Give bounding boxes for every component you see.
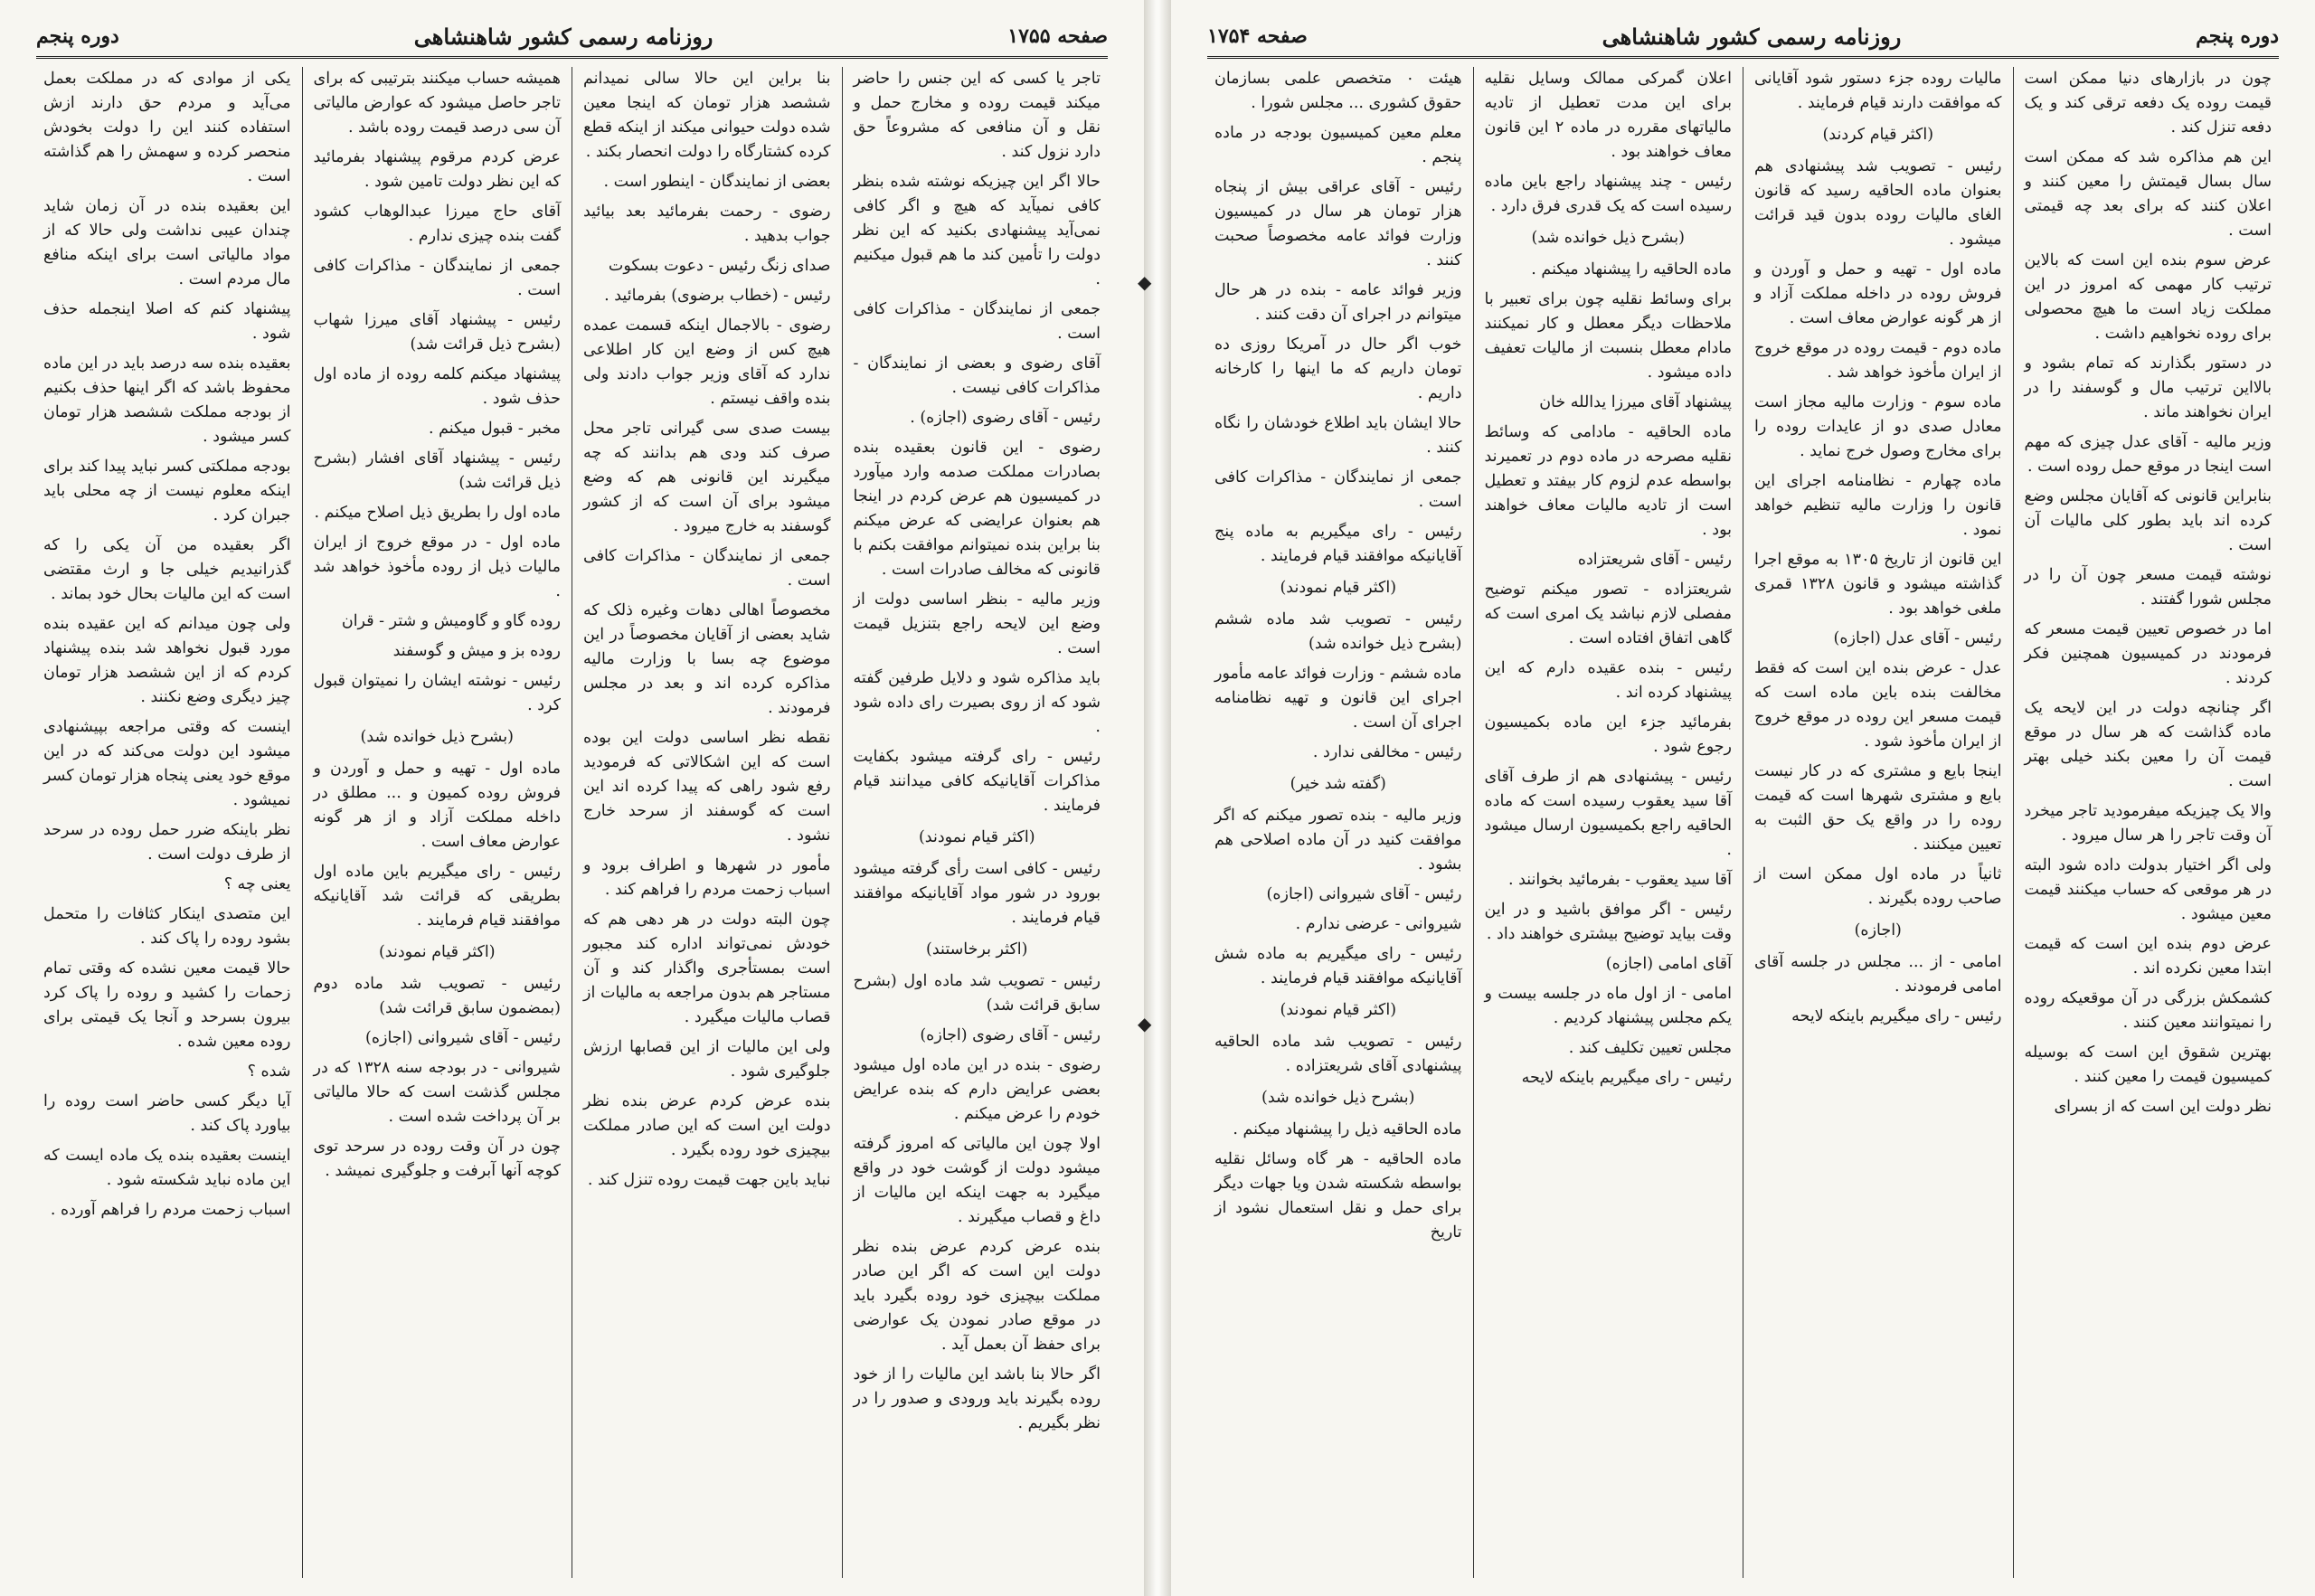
column-paragraph: ولی چون میدانم که این عقیده بنده مورد قبول نخواهد شد بنده پیشنهاد کردم که از این ششصد هزار تومان چیز دیگری وضع نکنند . xyxy=(43,615,291,706)
column-paragraph: نظر باینکه ضرر حمل روده در سرحد از طرف دولت است . xyxy=(43,821,291,864)
column-paragraph: رئیس - رای میگیریم باین ماده اول بطریقی که قرائت شد آقایانیکه موافقند قیام فرمایند . xyxy=(313,863,561,930)
column-paragraph: (بشرح ذیل خوانده شد) xyxy=(1261,1089,1415,1107)
column-paragraph: شیروانی - در بودجه سنه ۱۳۲۸ که در مجلس گذشت است که حالا مالیاتی بر آن پرداخت شده است . xyxy=(313,1059,561,1126)
column-paragraph: اگر چنانچه دولت در این لایحه یک ماده گذاشت که هر سال در موقع قیمت آن را معین بکند خیلی بهتر است . xyxy=(2024,699,2272,790)
column-paragraph: پیشنهاد آقای میرزا یدالله خان xyxy=(1539,393,1732,411)
column-paragraph: مخبر - قبول میکنم . xyxy=(429,420,561,438)
column-paragraph: چون در آن وقت روده در سرحد توی کوچه آنها آبرفت و جلوگیری نمیشد . xyxy=(313,1138,561,1180)
column-paragraph: عرض سوم بنده این است که بالاین ترتیب کار مهمی که امروز در این مملکت زیاد است ما هیچ محصولی برای روده نخواهیم داشت . xyxy=(2024,251,2272,343)
column-paragraph: وزیر مالیه - بنظر اساسی دولت از وضع این لایحه راجع بتنزیل قیمت است . xyxy=(853,590,1101,657)
text-column xyxy=(302,67,572,1578)
column-paragraph: نوشته قیمت مسعر چون آن را در مجلس شورا گفتند . xyxy=(2024,566,2272,609)
column-paragraph: بنده عرض کردم عرض بنده نظر دولت این است که اگر این صادر مملکت بیچیزی خود روده بگیرد باید در موقع صادر نمودن یک عوارضی برای حفظ آن بعمل آید . xyxy=(853,1238,1101,1354)
column-paragraph: رئیس - تصویب شد پیشنهادی هم بعنوان ماده الحاقیه رسید که قانون الغای مالیات روده بدون قید قرائت میشود . xyxy=(1754,157,2002,249)
column-paragraph: اینست که وقتی مراجعه بپیشنهادی میشود این دولت می‌کند که در این موقع خود یعنی پنجاه هزار تومان کسر نمیشود . xyxy=(43,718,291,809)
column-paragraph: چون در بازارهای دنیا ممکن است قیمت روده یک دفعه ترقی کند و یک دفعه تنزل کند . xyxy=(2024,70,2272,137)
column-paragraph: رئیس - اگر موافق باشید و در این وقت بیاید توضیح بیشتری خواهند داد . xyxy=(1484,901,1732,943)
column-paragraph: عدل - عرض بنده این است که فقط مخالفت بنده باین ماده است که قیمت مسعر این روده در موقع خروج از ایران مأخوذ شود . xyxy=(1754,659,2002,751)
left-page-edition: دوره پنجم xyxy=(36,24,119,48)
column-paragraph: رئیس - بنده عقیده دارم که این پیشنهاد کرده اند . xyxy=(1484,659,1732,702)
column-paragraph: رئیس - رای میگیریم باینکه لایحه xyxy=(1791,1007,2002,1025)
column-paragraph: نظر دولت این است که از بسرای xyxy=(2054,1098,2272,1116)
page-gutter xyxy=(1144,0,1171,1596)
column-paragraph: آقا سید یعقوب - بفرمائید بخوانند . xyxy=(1507,871,1732,889)
column-paragraph: حالا ایشان باید اطلاع خودشان را نگاه کنند . xyxy=(1214,414,1462,457)
column-paragraph: رئیس - آقای رضوی (اجازه) . xyxy=(910,409,1101,427)
column-paragraph: این بعقیده بنده در آن زمان شاید چندان عیبی نداشت ولی حالا که از مواد مالیاتی است برای اینکه منافع مال مردم است . xyxy=(43,197,291,288)
column-paragraph: رئیس - آقای شیروانی (اجازه) xyxy=(1266,885,1462,903)
column-paragraph: همیشه حساب میکنند بترتیبی که برای تاجر حاصل میشود که عوارض مالیاتی آن سی درصد قیمت روده باشد . xyxy=(313,70,561,137)
column-paragraph: رئیس - کافی است رأی گرفته میشود بورود در شور مواد آقایانیکه موافقند قیام فرمایند . xyxy=(853,860,1101,927)
column-paragraph: پیشنهاد میکنم کلمه روده از ماده اول حذف شود . xyxy=(313,365,561,408)
column-paragraph: نباید باین جهت قیمت روده تنزل کند . xyxy=(587,1171,831,1189)
column-paragraph: وزیر فوائد عامه - بنده در هر حال میتوانم در اجرای آن دقت کنند . xyxy=(1214,281,1462,324)
column-paragraph: اینجا بایع و مشتری که در کار نیست بایع و مشتری شهرها است که قیمت روده را در واقع یک حق الثبت به تعیین میکنند . xyxy=(1754,762,2002,854)
column-paragraph: نقطه نظر اساسی دولت این بوده است که این اشکالاتی که فرمودید رفع شود راهی که پیدا کرده اند این است که گوسفند از سرحد خارج نشود . xyxy=(583,729,831,845)
column-paragraph: جمعی از نمایندگان - مذاکرات کافی است . xyxy=(313,257,561,299)
column-paragraph: ماده چهارم - نظامنامه اجرای این قانون را وزارت مالیه تنظیم خواهد نمود . xyxy=(1754,472,2002,539)
column-paragraph: رئیس - پیشنهاد آقای افشار (بشرح ذیل قرائت شد) xyxy=(313,449,561,492)
column-paragraph: بفرمائید جزء این ماده بکمیسیون رجوع شود . xyxy=(1484,713,1732,756)
column-paragraph: رضوی - رحمت بفرمائید بعد بیائید جواب بدهید . xyxy=(583,203,831,245)
column-paragraph: آیا دیگر کسی حاضر است روده را بیاورد پاک کند . xyxy=(43,1092,291,1135)
column-paragraph: عرض کردم مرقوم پیشنهاد بفرمائید که این نظر دولت تامین شود . xyxy=(313,148,561,191)
column-paragraph: کشمکش بزرگی در آن موقعیکه روده را نمیتوانند معین کنند . xyxy=(2024,989,2272,1032)
text-column xyxy=(33,67,302,1578)
column-paragraph: ماده الحاقیه را پیشنهاد میکنم . xyxy=(1531,260,1732,279)
column-paragraph: حالا اگر این چیزیکه نوشته شده بنظر کافی نمیآید که هیچ و اگر کافی نمی‌آید پیشنهادی بکنید که این نظر دولت را تأمین کند ما هم قبول میکنیم . xyxy=(853,173,1101,288)
right-page-edition: دوره پنجم xyxy=(2196,24,2279,48)
column-paragraph: وزیر مالیه - آقای عدل چیزی که مهم است اینجا در موقع حمل روده است . xyxy=(2024,433,2272,476)
column-paragraph: ولی اگر اختیار بدولت داده شود البته در هر موقعی که حساب میکنند قیمت معین میشود . xyxy=(2024,856,2272,923)
column-paragraph: (گفته شد خیر) xyxy=(1290,775,1386,793)
column-paragraph: هیئت ۰ متخصص علمی بسازمان حقوق کشوری ... مجلس شورا . xyxy=(1214,70,1462,112)
right-page-title: روزنامه رسمی کشور شاهنشاهی xyxy=(1602,23,1902,50)
column-paragraph: اگر حالا بنا باشد این مالیات را از خود روده بگیرند باید ورودی و صدور را در نظر بگیریم . xyxy=(853,1365,1101,1432)
column-paragraph: برای وسائط نقلیه چون برای تعبیر با ملاحظات دیگر معطل و کار نمیکنند مادام معطل بنسبت از مالیات تعفیف داده میشود . xyxy=(1484,290,1732,382)
column-paragraph: رئیس - رای میگیریم به ماده پنج آقایانیکه موافقند قیام فرمایند . xyxy=(1214,523,1462,565)
spine-mark-upper: ◆ xyxy=(1138,271,1152,293)
column-paragraph: جمعی از نمایندگان - مذاکرات کافی است . xyxy=(1214,468,1462,511)
column-paragraph: رئیس - آقای شیروانی (اجازه) xyxy=(365,1029,561,1047)
right-page-columns xyxy=(1204,67,2282,1578)
column-paragraph: روده بز و میش و گوسفند xyxy=(392,642,561,660)
column-paragraph: رئیس - تصویب شد ماده اول (بشرح سابق قرائت شد) xyxy=(853,972,1101,1015)
column-paragraph: بنابراین قانونی که آقایان مجلس وضع کرده اند باید بطور کلی مالیات آن است . xyxy=(2024,487,2272,554)
column-paragraph: یکی از موادی که در مملکت بعمل می‌آید و مردم حق دارند ازش استفاده کنند این را دولت بخودش منحصر کرده و سهمش را هم گذاشته است . xyxy=(43,70,291,185)
column-paragraph: شده ؟ xyxy=(247,1062,291,1081)
column-paragraph: رئیس - آقای عراقی بیش از پنجاه هزار تومان هر سال در کمیسیون وزارت فوائد عامه مخصوصاً صحبت کنند . xyxy=(1214,178,1462,269)
column-paragraph: اگر بعقیده من آن یکی را که گذرانیدیم خیلی جا و ارث مقتضی است که این مالیات بحال خود بماند . xyxy=(43,536,291,603)
text-column xyxy=(1743,67,2013,1578)
column-paragraph: (اجازه) xyxy=(1854,921,1902,940)
column-paragraph: یعنی چه ؟ xyxy=(223,875,291,893)
left-page-number: صفحه ۱۷۵۵ xyxy=(1007,24,1108,48)
column-paragraph: (اکثر قیام نمودند) xyxy=(378,943,496,961)
column-paragraph: باید مذاکره شود و دلایل طرفین گفته شود که از روی بصیرت رای داده شود . xyxy=(853,669,1101,736)
column-paragraph: جمعی از نمایندگان - مذاکرات کافی است . xyxy=(853,300,1101,343)
text-column xyxy=(842,67,1112,1578)
right-page-header xyxy=(1207,16,2279,59)
column-paragraph: اولا چون این مالیاتی که امروز گرفته میشود دولت از گوشت خود در واقع میگیرد به جهت اینکه این مالیات از داغ و قصاب میگیرند . xyxy=(853,1135,1101,1226)
column-paragraph: (بشرح ذیل خوانده شد) xyxy=(1531,229,1685,247)
text-column xyxy=(2013,67,2283,1578)
column-paragraph: پیشنهاد کنم که اصلا اینجمله حذف شود . xyxy=(43,300,291,343)
column-paragraph: مجلس تعیین تکلیف کند . xyxy=(1568,1039,1732,1057)
column-paragraph: رضوی - بالاجمال اینکه قسمت عمده هیچ کس از وضع این کار اطلاعی ندارد که آقای وزیر جواب دادند ولی بنده واقف نیستم . xyxy=(583,316,831,408)
column-paragraph: رئیس - رای گرفته میشود بکفایت مذاکرات آقایانیکه کافی میدانند قیام فرمایند . xyxy=(853,748,1101,815)
column-paragraph: ماده سوم - وزارت مالیه مجاز است معادل صدی دو از عایدات روده را برای مخارج وصول خرج نماید . xyxy=(1754,393,2002,460)
column-paragraph: معلم معین کمیسیون بودجه در ماده پنجم . xyxy=(1214,124,1462,166)
right-page-number: صفحه ۱۷۵۴ xyxy=(1207,24,1308,48)
column-paragraph: رئیس - آقای شریعتزاده xyxy=(1577,551,1732,569)
column-paragraph: امامی - از ... مجلس در جلسه آقای امامی فرمودند . xyxy=(1754,953,2002,996)
column-paragraph: ولی این مالیات از این قصابها ارزش جلوگیری شود . xyxy=(583,1038,831,1081)
column-paragraph: ثانیاً در ماده اول ممکن است از صاحب روده بگیرند . xyxy=(1754,865,2002,908)
column-paragraph: صدای زنگ رئیس - دعوت بسکوت xyxy=(608,257,831,275)
column-paragraph: بنا براین این حالا سالی نمیدانم ششصد هزار تومان که اینجا معین شده دولت حیوانی میکند از اینکه قطع کرده کشتارگاه را دولت انحصار بکند . xyxy=(583,70,831,161)
column-paragraph: رئیس - مخالفی ندارد . xyxy=(1312,743,1462,761)
column-paragraph: این متصدی اینکار کثافات را متحمل بشود روده را پاک کند . xyxy=(43,905,291,948)
column-paragraph: رئیس - پیشنهاد آقای میرزا شهاب (بشرح ذیل قرائت شد) xyxy=(313,311,561,354)
column-paragraph: امامی - از اول ماه در جلسه بیست و یکم مجلس پیشنهاد کردیم . xyxy=(1484,985,1732,1027)
column-paragraph: اسباب زحمت مردم را فراهم آورده . xyxy=(50,1201,291,1219)
column-paragraph: رئیس - آقای رضوی (اجازه) xyxy=(920,1026,1101,1044)
column-paragraph: مالیات روده جزء دستور شود آقایانی که موافقت دارند قیام فرمایند . xyxy=(1754,70,2002,112)
column-paragraph: در دستور بگذارند که تمام بشود و بالااین ترتیب مال و گوسفند را در ایران نخواهند ماند . xyxy=(2024,354,2272,421)
column-paragraph: خوب اگر حال در آمریکا روزی ده تومان داریم که ما اینها را کارخانه داریم . xyxy=(1214,335,1462,402)
left-page-columns xyxy=(33,67,1111,1578)
column-paragraph: (اکثر قیام نمودند) xyxy=(1280,579,1397,597)
column-paragraph: رئیس - تصویب شد ماده ششم (بشرح ذیل خوانده شد) xyxy=(1214,610,1462,653)
column-paragraph: رئیس - (خطاب برضوی) بفرمائید . xyxy=(604,287,831,305)
column-paragraph: رئیس - تصویب شد ماده الحاقیه پیشنهادی آقای شریعتزاده . xyxy=(1214,1033,1462,1075)
column-paragraph: (بشرح ذیل خوانده شد) xyxy=(360,728,514,746)
column-paragraph: بهترین شقوق این است که بوسیله کمیسیون قیمت را معین کنند . xyxy=(2024,1044,2272,1086)
column-paragraph: ماده دوم - قیمت روده در موقع خروج از ایران مأخوذ خواهد شد . xyxy=(1754,339,2002,382)
text-column xyxy=(572,67,842,1578)
column-paragraph: اما در خصوص تعیین قیمت مسعر که فرمودند در کمیسیون همچنین فکر کردند . xyxy=(2024,620,2272,687)
column-paragraph: رئیس - رای میگیریم به ماده شش آقایانیکه موافقند قیام فرمایند . xyxy=(1214,945,1462,987)
column-paragraph: تاجر یا کسی که این جنس را حاضر میکند قیمت روده و مخارج حمل و نقل و آن منافعی که مشروعاً حق دارد نزول کند . xyxy=(853,70,1101,161)
column-paragraph: ماده اول - تهیه و حمل و آوردن و فروش روده کمیون و ... مطلق در داخله مملکت آزاد و از هر گونه عوارض معاف است . xyxy=(313,760,561,851)
spine-mark-lower: ◆ xyxy=(1138,1013,1152,1034)
column-paragraph: (اکثر قیام نمودند) xyxy=(918,828,1035,846)
column-paragraph: وزیر مالیه - بنده تصور میکنم که اگر موافقت کنید در آن ماده اصلاحی هم بشود . xyxy=(1214,807,1462,874)
column-paragraph: مأمور در شهرها و اطراف برود و اسباب زحمت مردم را فراهم کند . xyxy=(583,856,831,899)
column-paragraph: بنده عرض کردم عرض بنده نظر دولت این است که این صادر مملکت بیچیزی خود روده بگیرد . xyxy=(583,1092,831,1159)
column-paragraph: عرض دوم بنده این است که قیمت ابتدا معین نکرده اند . xyxy=(2024,935,2272,977)
right-page xyxy=(1171,0,2315,1596)
column-paragraph: این قانون از تاریخ ۱۳۰۵ به موقع اجرا گذاشته میشود و قانون ۱۳۲۸ قمری ملغی خواهد بود . xyxy=(1754,551,2002,618)
column-paragraph: رئیس - تصویب شد ماده دوم (بمضمون سابق قرائت شد) xyxy=(313,975,561,1017)
column-paragraph: رئیس - آقای عدل (اجازه) xyxy=(1833,629,2002,647)
column-paragraph: روده گاو و گاومیش و شتر - قران xyxy=(341,612,561,630)
column-paragraph: ماده الحاقیه - هر گاه وسائل نقلیه بواسطه شکسته شدن ویا جهات دیگر برای حمل و نقل استعمال نشود از تاریخ xyxy=(1214,1150,1462,1242)
left-page xyxy=(0,0,1144,1596)
column-paragraph: رئیس - پیشنهادی هم از طرف آقای آقا سید یعقوب رسیده است که ماده الحاقیه راجع بکمیسیون ارسال میشود . xyxy=(1484,768,1732,859)
text-column xyxy=(1473,67,1743,1578)
column-paragraph: بیست صدی سی گیرانی تاجر محل صرف کند ودی هم بدانند که چه میگیرند این قانونی هم که وضع میشود برای آن است که از کشور گوسفند به خارج میرود . xyxy=(583,420,831,535)
column-paragraph: بودجه مملکتی کسر نباید پیدا کند برای اینکه معلوم نیست از چه محلی باید جبران کرد . xyxy=(43,458,291,524)
column-paragraph: رئیس - چند پیشنهاد راجع باین ماده رسیده است که یک قدری فرق دارد . xyxy=(1484,173,1732,215)
column-paragraph: (اکثر برخاستند) xyxy=(926,940,1028,959)
column-paragraph: شریعتزاده - تصور میکنم توضیح مفصلی لازم نباشد یک امری است که گاهی اتفاق افتاده است . xyxy=(1484,581,1732,647)
text-column xyxy=(1204,67,1473,1578)
column-paragraph: (اکثر قیام نمودند) xyxy=(1280,1001,1397,1019)
column-paragraph: ماده الحاقیه ذیل را پیشنهاد میکنم . xyxy=(1233,1120,1462,1138)
column-paragraph: آقای حاج میرزا عبدالوهاب کشود گفت بنده چیزی ندارم . xyxy=(313,203,561,245)
column-paragraph: ماده الحاقیه - مادامی که وسائط نقلیه مصرحه در ماده دوم در تعمیرند بواسطه عدم لزوم کار بیفتد و تعطیل است از تادیه مالیات معاف خواهند بود . xyxy=(1484,423,1732,539)
column-paragraph: آقای رضوی و بعضی از نمایندگان - مذاکرات کافی نیست . xyxy=(853,354,1101,397)
column-paragraph: رئیس - نوشته ایشان را نمیتوان قبول کرد . xyxy=(313,672,561,714)
column-paragraph: آقای امامی (اجازه) xyxy=(1605,955,1732,973)
column-paragraph: رئیس - رای میگیریم باینکه لایحه xyxy=(1521,1069,1732,1087)
column-paragraph: این هم مذاکره شد که ممکن است سال بسال قیمتش را معین کنند و اعلان کنند که برای بعد چه قیمتی است . xyxy=(2024,148,2272,240)
column-paragraph: ماده اول - در موقع خروج از ایران مالیات ذیل از روده مأخوذ خواهد شد . xyxy=(313,534,561,600)
column-paragraph: شیروانی - عرضی ندارم . xyxy=(1295,915,1462,933)
column-paragraph: اعلان گمرکی ممالک وسایل نقلیه برای این مدت تعطیل از تادیه مالیاتهای مقرره در ماده ۲ این قانون معاف خواهند بود . xyxy=(1484,70,1733,161)
column-paragraph: بعضی از نمایندگان - اینطور است . xyxy=(603,173,831,191)
column-paragraph: بعقیده بنده سه درصد باید در این ماده محفوظ باشد که اگر اینها حذف بکنیم از بودجه مملکت ششصد هزار تومان کسر میشود . xyxy=(43,354,291,446)
left-page-title: روزنامه رسمی کشور شاهنشاهی xyxy=(413,23,713,50)
column-paragraph: رضوی - بنده در این ماده اول میشود بعضی عرایض دارم که بنده عرایض خودم را عرض میکنم . xyxy=(853,1056,1101,1123)
column-paragraph: چون البته دولت در هر دهی هم که خودش نمی‌تواند اداره کند مجبور است بمستأجری واگذار کند و آن مستاجر هم بدون مراجعه به مالیات از قصاب مالیات میگیرد . xyxy=(583,911,831,1026)
column-paragraph: (اکثر قیام کردند) xyxy=(1822,126,1934,144)
left-page-header xyxy=(36,16,1108,59)
column-paragraph: مخصوصاً اهالی دهات وغیره ذلک که شاید بعضی از آقایان مخصوصاً در این موضوع چه بسا با وزارت مالیه مذاکره کرده اند و بعد در مجلس فرمودند . xyxy=(583,601,831,717)
column-paragraph: حالا قیمت معین نشده که وقتی تمام زحمات را کشید و روده را پاک کرد بیرون بسرحد و آنجا یک قیمتی برای روده معین شده . xyxy=(43,959,291,1051)
column-paragraph: ماده اول - تهیه و حمل و آوردن و فروش روده در داخله مملکت آزاد و از هر گونه عوارض معاف است . xyxy=(1754,260,2002,327)
column-paragraph: اینست بعقیده بنده یک ماده ایست که این ماده نباید شکسته شود . xyxy=(43,1147,291,1189)
column-paragraph: ماده اول را بطریق ذیل اصلاح میکنم . xyxy=(314,504,561,522)
column-paragraph: والا یک چیزیکه میفرمودید تاجر میخرد آن وقت تاجر را هر سال میرود . xyxy=(2024,802,2272,845)
column-paragraph: جمعی از نمایندگان - مذاکرات کافی است . xyxy=(583,547,831,590)
column-paragraph: ماده ششم - وزارت فوائد عامه مأمور اجرای این قانون و تهیه نظامنامه اجرای آن است . xyxy=(1214,665,1462,732)
column-paragraph: رضوی - این قانون بعقیده بنده بصادرات مملکت صدمه وارد میآورد در کمیسیون هم عرض کردم در اینجا هم بعنوان عرایضی که عرض میکنم بنا براین بنده نمیتوانم موافقت بکنم با قانونی که مخالف صادرات است . xyxy=(853,439,1101,579)
